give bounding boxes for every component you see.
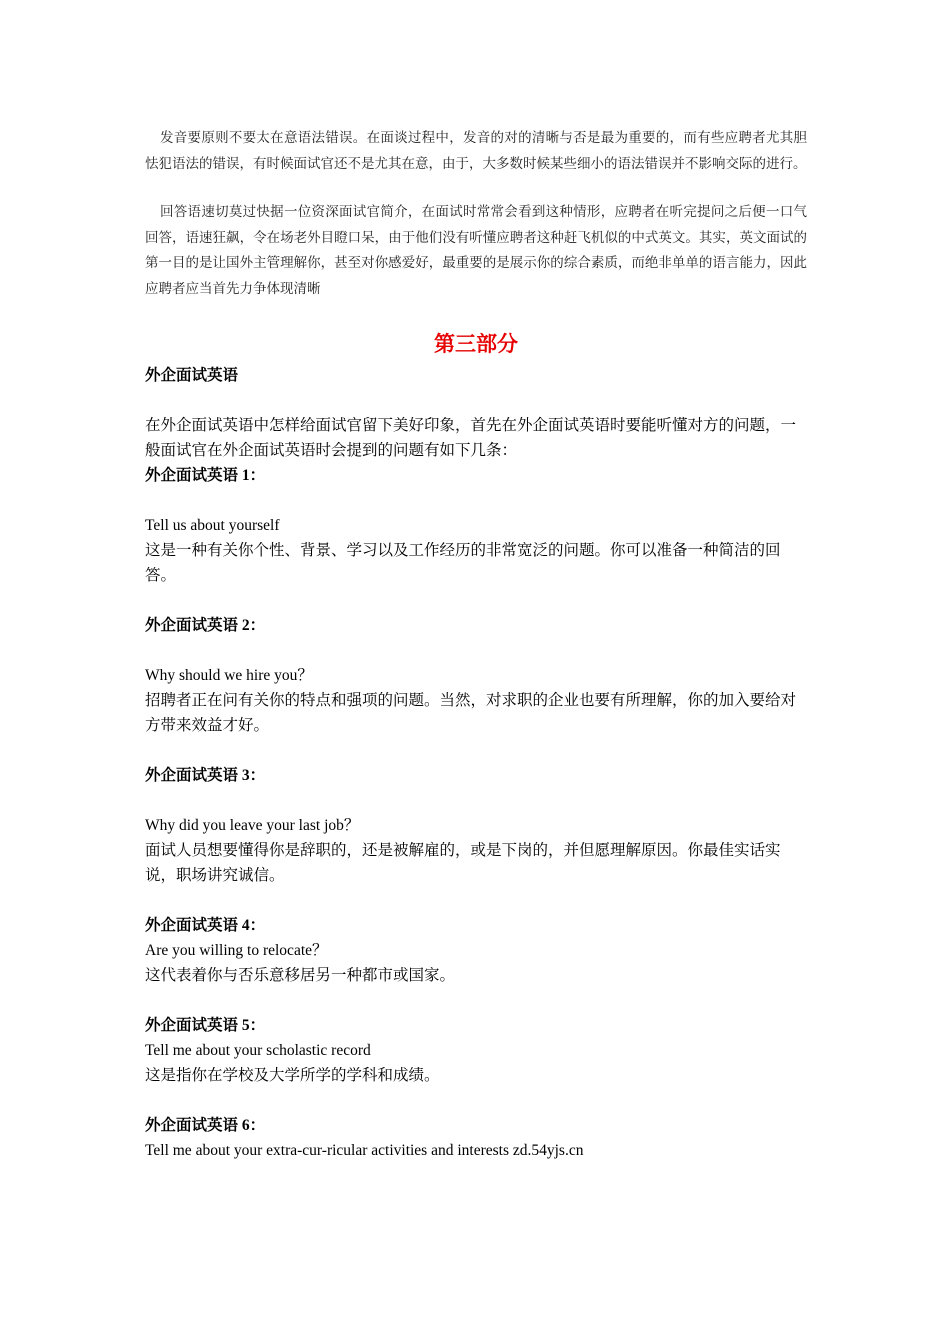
answer-text-4: 这代表着你与否乐意移居另一种都市或国家。 bbox=[145, 967, 456, 984]
question-text-6: Tell me about your extra-cur-ricular activities and interests zd.54yjs.cn bbox=[145, 1142, 584, 1159]
intro-text: 在外企面试英语中怎样给面试官留下美好印象，首先在外企面试英语时要能听懂对方的问题，一般面试官在外企面试英语时会提到的问题有如下几条： bbox=[145, 417, 797, 459]
document-page bbox=[145, 125, 807, 1163]
intro-paragraph-1: 发音要原则不要太在意语法错误。在面谈过程中，发音的对的清晰与否是最为重要的，而有些应聘者尤其胆怯犯语法的错误，有时候面试官还不是尤其在意，由于，大多数时候某些细小的语法错误并不影响交际的进行。 bbox=[145, 130, 807, 171]
section-title: 第三部分 bbox=[434, 332, 518, 356]
spacer bbox=[145, 588, 807, 613]
intro-paragraph-2: 回答语速切莫过快据一位资深面试官简介，在面试时常常会看到这种情形，应聘者在听完提问之后便一口气回答，语速狂飙，令在场老外目瞪口呆，由于他们没有听懂应聘者这种赶飞机似的中式英文。其实，英文面试的第一目的是让国外主管理解你，甚至对你感爱好，最重要的是展示你的综合素质，而绝非单单的语言能力，因此应聘者应当首先力争体现清晰 bbox=[145, 204, 807, 296]
spacer bbox=[145, 888, 807, 913]
spacer bbox=[145, 638, 807, 663]
question-text-5: Tell me about your scholastic record bbox=[145, 1042, 371, 1059]
question-heading-1: 外企面试英语 1： bbox=[145, 467, 266, 484]
subheading: 外企面试英语 bbox=[145, 367, 239, 384]
question-text-1: Tell us about yourself bbox=[145, 517, 280, 534]
question-text-2: Why should we hire you？ bbox=[145, 667, 313, 684]
question-text-3: Why did you leave your last job？ bbox=[145, 817, 360, 834]
spacer bbox=[145, 488, 807, 513]
question-heading-4: 外企面试英语 4： bbox=[145, 917, 266, 934]
answer-text-2: 招聘者正在问有关你的特点和强项的问题。当然，对求职的企业也要有所理解，你的加入要给对方带来效益才好。 bbox=[145, 692, 797, 734]
question-text-4: Are you willing to relocate？ bbox=[145, 942, 328, 959]
spacer bbox=[145, 1088, 807, 1113]
spacer bbox=[145, 788, 807, 813]
spacer bbox=[145, 988, 807, 1013]
question-heading-3: 外企面试英语 3： bbox=[145, 767, 266, 784]
spacer bbox=[145, 301, 807, 329]
question-heading-2: 外企面试英语 2： bbox=[145, 617, 266, 634]
answer-text-3: 面试人员想要懂得你是辞职的，还是被解雇的，或是下岗的，并但愿理解原因。你最佳实话实说，职场讲究诚信。 bbox=[145, 842, 781, 884]
answer-text-1: 这是一种有关你个性、背景、学习以及工作经历的非常宽泛的问题。你可以准备一种简洁的回答。 bbox=[145, 542, 781, 584]
question-heading-5: 外企面试英语 5： bbox=[145, 1017, 266, 1034]
question-heading-6: 外企面试英语 6： bbox=[145, 1117, 266, 1134]
spacer bbox=[145, 738, 807, 763]
spacer bbox=[145, 176, 807, 199]
spacer bbox=[145, 388, 807, 413]
answer-text-5: 这是指你在学校及大学所学的学科和成绩。 bbox=[145, 1067, 440, 1084]
